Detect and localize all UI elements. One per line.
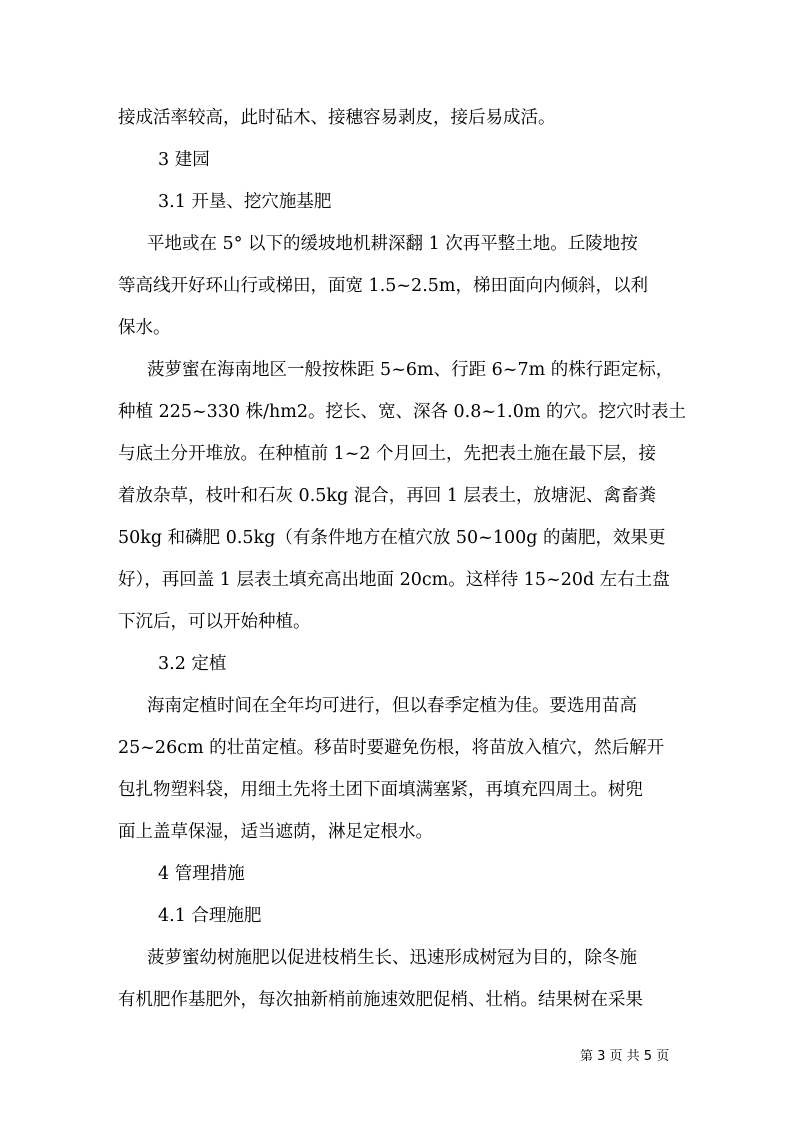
text-line: 下沉后，可以开始种植。 <box>118 612 311 632</box>
text-line: 接成活率较高，此时砧木、接穗容易剥皮，接后易成活。 <box>118 108 556 128</box>
text-line: 菠萝蜜幼树施肥以促进枝梢生长、迅速形成树冠为目的，除冬施 <box>147 948 637 968</box>
text-line: 与底土分开堆放。在种植前 1~2 个月回土，先把表土施在最下层，接 <box>118 444 657 464</box>
text-line: 包扎物塑料袋，用细土先将土团下面填满塞紧，再填充四周土。树兜 <box>118 780 643 800</box>
text-line: 等高线开好环山行或梯田，面宽 1.5~2.5m，梯田面向内倾斜，以利 <box>118 276 648 296</box>
text-line: 50kg 和磷肥 0.5kg（有条件地方在植穴放 50~100g 的菌肥，效果更 <box>118 528 666 548</box>
text-line: 海南定植时间在全年均可进行，但以春季定植为佳。要选用苗高 <box>147 696 637 716</box>
subsection-heading: 4.1 合理施肥 <box>158 906 262 926</box>
page-number: 第 3 页 共 5 页 <box>580 1049 670 1064</box>
text-line: 着放杂草，枝叶和石灰 0.5kg 混合，再回 1 层表土，放塘泥、禽畜粪 <box>118 486 657 506</box>
section-heading: 3 建园 <box>158 150 210 170</box>
section-heading: 4 管理措施 <box>158 864 245 884</box>
text-line: 种植 225~330 株/hm2。挖长、宽、深各 0.8~1.0m 的穴。挖穴时表土 <box>118 402 687 422</box>
text-line: 面上盖草保湿，适当遮荫，淋足定根水。 <box>118 822 433 842</box>
subsection-heading: 3.1 开垦、挖穴施基肥 <box>158 192 332 212</box>
text-line: 25~26cm 的壮苗定植。移苗时要避免伤根，将苗放入植穴，然后解开 <box>118 738 665 758</box>
text-line: 好），再回盖 1 层表土填充高出地面 20cm。这样待 15~20d 左右土盘 <box>118 570 670 590</box>
text-line: 保水。 <box>118 318 171 338</box>
text-line: 菠萝蜜在海南地区一般按株距 5~6m、行距 6~7m 的株行距定标， <box>147 360 674 380</box>
subsection-heading: 3.2 定植 <box>158 654 227 674</box>
text-line: 平地或在 5° 以下的缓坡地机耕深翻 1 次再平整土地。丘陵地按 <box>147 234 638 254</box>
text-line: 有机肥作基肥外，每次抽新梢前施速效肥促梢、壮梢。结果树在采果 <box>118 990 643 1010</box>
